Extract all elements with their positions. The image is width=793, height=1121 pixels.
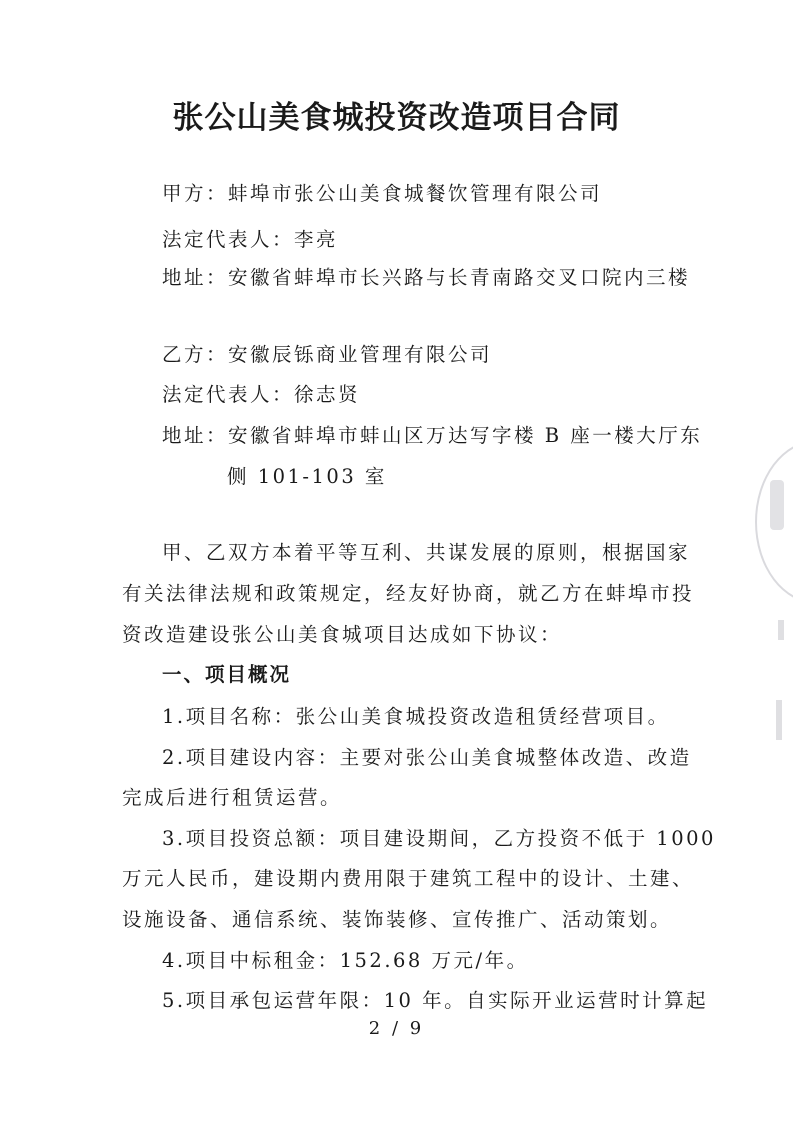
clause-line: 5.项目承包运营年限：10 年。自实际开业运营时计算起 [162,989,709,1012]
seal-mark-icon [770,480,784,530]
clause-line: 万元人民币，建设期内费用限于建筑工程中的设计、土建、 [122,867,695,890]
clause-line: 2.项目建设内容：主要对张公山美食城整体改造、改造 [162,746,692,769]
clause-line: 设施设备、通信系统、装饰装修、宣传推广、活动策划。 [122,908,673,931]
party-b-representative: 法定代表人：徐志贤 [162,383,361,406]
party-b-address-line-1: 地址：安徽省蚌埠市蚌山区万达写字楼 B 座一楼大厅东 [162,424,703,447]
preamble-line: 甲、乙双方本着平等互利、共谋发展的原则，根据国家 [162,541,691,564]
preamble-line: 有关法律法规和政策规定，经友好协商，就乙方在蚌埠市投 [122,582,695,605]
section-heading: 一、项目概况 [162,663,292,686]
page-title: 张公山美食城投资改造项目合同 [172,100,621,136]
clause-line: 4.项目中标租金：152.68 万元/年。 [162,949,529,972]
clause-line: 3.项目投资总额：项目建设期间，乙方投资不低于 1000 [162,827,716,850]
preamble-line: 资改造建设张公山美食城项目达成如下协议： [122,623,563,646]
party-b-address-line-2: 侧 101-103 室 [227,465,387,488]
clause-line: 完成后进行租赁运营。 [122,786,343,809]
clause-line: 1.项目名称：张公山美食城投资改造租赁经营项目。 [162,705,670,728]
party-b-name: 乙方：安徽辰铄商业管理有限公司 [162,343,493,366]
page-number: 2 / 9 [368,1018,425,1039]
party-a-address: 地址：安徽省蚌埠市长兴路与长青南路交叉口院内三楼 [162,266,691,289]
scan-mark-icon [776,700,782,740]
party-a-representative: 法定代表人：李亮 [162,228,339,251]
scan-mark-icon [778,620,784,640]
party-a-name: 甲方：蚌埠市张公山美食城餐饮管理有限公司 [162,182,603,205]
